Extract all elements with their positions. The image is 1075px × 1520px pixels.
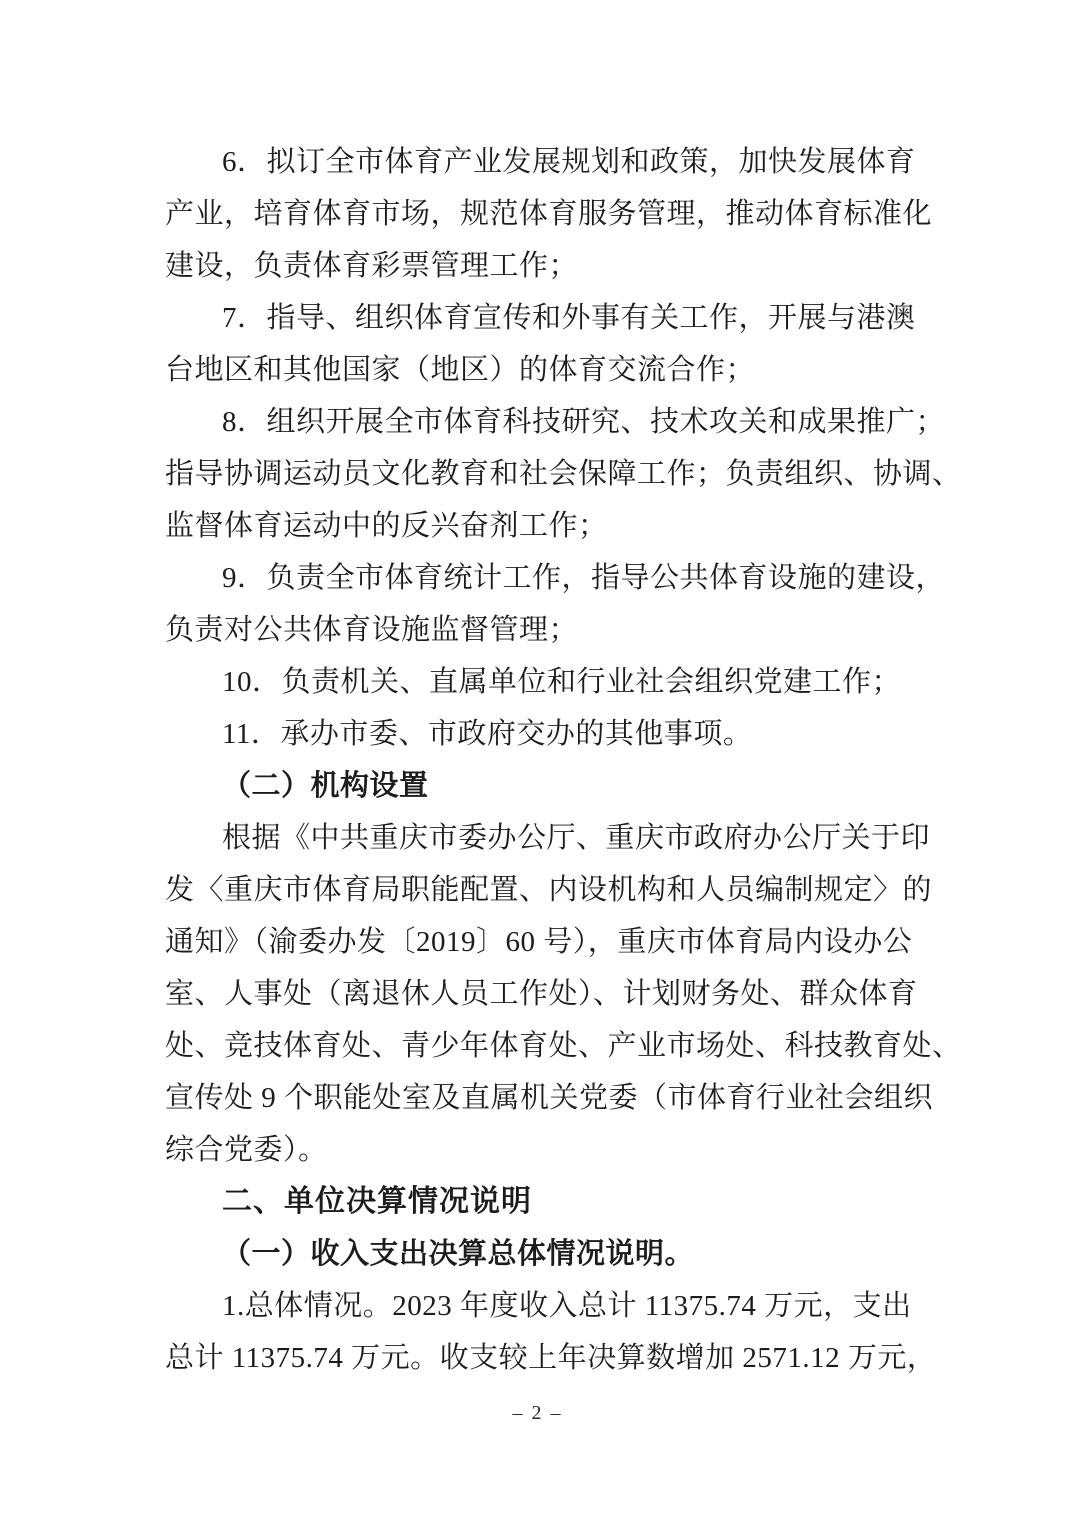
section-heading-final-accounts: 二、单位决算情况说明 <box>222 1185 532 1218</box>
paragraph-basis-line-1: 根据《中共重庆市委办公厅、重庆市政府办公厅关于印 <box>222 822 931 854</box>
paragraph-totals-line-1: 1.总体情况。2023 年度收入总计 11375.74 万元，支出 <box>222 1290 912 1322</box>
paragraph-basis-line-7: 综合党委）。 <box>165 1134 328 1166</box>
paragraph-basis-line-6: 宣传处 9 个职能处室及直属机关党委（市体育行业社会组织 <box>165 1082 934 1114</box>
list-item-10: 10．负责机关、直属单位和行业社会组织党建工作； <box>222 666 902 698</box>
subsection-heading-organization: （二）机构设置 <box>222 770 429 802</box>
list-item-8-line-1: 8．组织开展全市体育科技研究、技术攻关和成果推广； <box>222 406 946 438</box>
list-item-8-line-3: 监督体育运动中的反兴奋剂工作； <box>165 510 608 542</box>
list-item-9-line-2: 负责对公共体育设施监督管理； <box>165 614 579 646</box>
list-item-8-line-2: 指导协调运动员文化教育和社会保障工作；负责组织、协调、 <box>165 458 962 490</box>
list-item-11: 11．承办市委、市政府交办的其他事项。 <box>222 718 753 750</box>
document-body <box>165 136 962 1384</box>
paragraph-totals-line-2: 总计 11375.74 万元。收支较上年决算数增加 2571.12 万元， <box>165 1342 937 1374</box>
page-number: – 2 – <box>512 1402 563 1424</box>
subsection-heading-overview: （一）收入支出决算总体情况说明。 <box>222 1238 695 1270</box>
list-item-6-line-1: 6．拟订全市体育产业发展规划和政策，加快发展体育 <box>222 146 916 178</box>
list-item-7-line-2: 台地区和其他国家（地区）的体育交流合作； <box>165 354 756 386</box>
paragraph-basis-line-5: 处、竞技体育处、青少年体育处、产业市场处、科技教育处、 <box>165 1030 962 1062</box>
paragraph-basis-line-2: 发〈重庆市体育局职能配置、内设机构和人员编制规定〉的 <box>165 874 933 906</box>
paragraph-basis-line-4: 室、人事处（离退休人员工作处）、计划财务处、群众体育 <box>165 978 918 1010</box>
list-item-6-line-2: 产业，培育体育市场，规范体育服务管理，推动体育标准化 <box>165 198 933 230</box>
list-item-9-line-1: 9．负责全市体育统计工作，指导公共体育设施的建设， <box>222 562 946 594</box>
list-item-7-line-1: 7．指导、组织体育宣传和外事有关工作，开展与港澳 <box>222 302 916 334</box>
paragraph-basis-line-3: 通知》（渝委办发〔2019〕60 号），重庆市体育局内设办公 <box>165 926 913 958</box>
list-item-6-line-3: 建设，负责体育彩票管理工作； <box>165 250 579 282</box>
